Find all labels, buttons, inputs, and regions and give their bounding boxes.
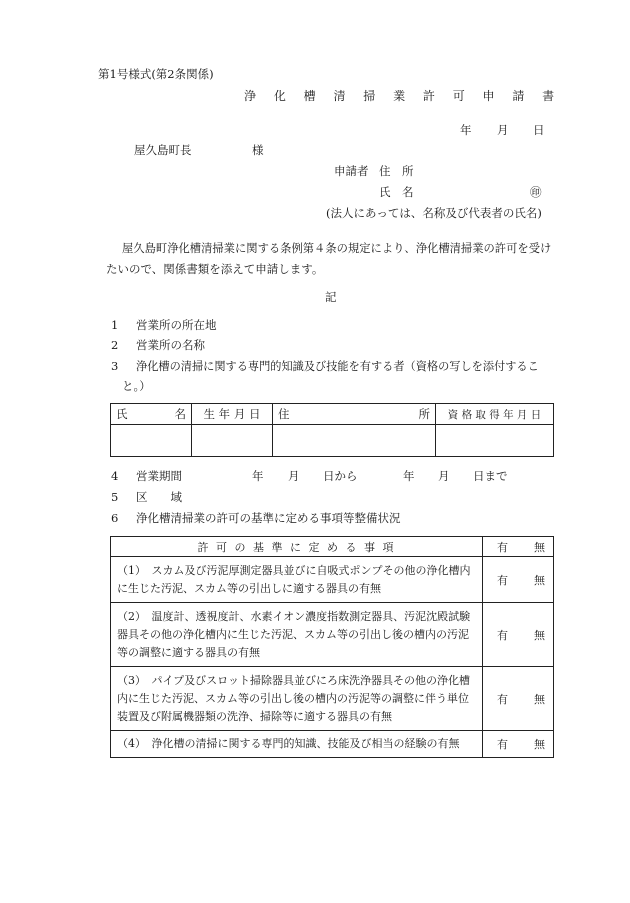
addressee-honorific: 様 [252,143,264,157]
criteria-row-4-text: （4） 浄化槽の清掃に関する専門的知識、技能及び相当の経験の有無 [111,731,483,758]
date-month-label: 月 [497,123,509,137]
address-label: 住 所 [379,164,414,178]
date-year-label: 年 [460,123,472,137]
row-2-yes[interactable]: 有 [497,628,508,642]
qual-header-name-2: 名 [174,407,186,421]
criteria-row-4 [111,731,554,758]
applicant-label: 申請者 [334,164,369,178]
criteria-row-2 [111,603,554,667]
criteria-row-2-text: （2） 温度計、透視度計、水素イオン濃度指数測定器具、汚泥沈殿試験器具その他の浄化槽内に生じた汚泥、スカム等の引出し後の槽内の汚泥等の調整に適する器具の有無 [111,603,483,667]
period-to-month: 月 [438,469,450,483]
document-title: 浄 化 槽 清 掃 業 許 可 申 請 書 [244,89,562,103]
item-5-label: 区 域 [136,490,182,504]
period-from-year: 年 [252,469,264,483]
qual-header-name-1: 氏 [116,407,128,421]
criteria-row-4-marks[interactable] [483,731,554,758]
form-number: 第1号様式(第2条関係) [98,67,214,81]
row-3-no[interactable]: 無 [534,692,545,706]
item-2-number: 2 [111,338,119,352]
qual-header-acquired: 資 格 取 得 年 月 日 [436,404,554,425]
item-3-text: 浄化槽の清掃に関する専門的知識及び技能を有する者（資格の写しを添付するこ [136,360,539,373]
qual-header-address-1: 住 [278,407,290,421]
corporate-note: (法人にあっては、名称及び代表者の氏名) [326,206,542,220]
criteria-header-row [111,537,554,557]
qual-cell-address[interactable] [273,425,436,457]
criteria-row-1-text: （1） スカム及び汚泥厚測定器具並びに自吸式ポンプその他の浄化槽内に生じた汚泥、スカム等の引出しに適する器具の有無 [111,557,483,603]
criteria-header-yes-no [483,537,554,557]
item-4-number: 4 [111,469,119,483]
row-2-no[interactable]: 無 [534,628,545,642]
date-day-label: 日 [533,123,545,137]
row-1-no[interactable]: 無 [534,573,545,587]
seal-mark: ㊞ [530,185,542,199]
addressee-name: 屋久島町長 [134,143,192,157]
criteria-row-1-marks[interactable] [483,557,554,603]
body-line-2: たいので、関係書類を添えて申請します。 [106,262,324,276]
item-4-label: 営業期間 [136,469,182,483]
qual-cell-name[interactable] [111,425,192,457]
criteria-row-1 [111,557,554,603]
item-1-number: 1 [111,318,119,332]
criteria-row-3 [111,667,554,731]
ki-heading: 記 [325,290,337,304]
item-3-number: 3 [111,359,119,373]
qual-cell-birthdate[interactable] [192,425,273,457]
qual-cell-acquired[interactable] [436,425,554,457]
qualification-table [110,403,554,457]
header-yes: 有 [497,540,508,554]
period-to-year: 年 [403,469,415,483]
criteria-header: 許 可 の 基 準 に 定 め る 事 項 [111,537,483,557]
item-6-number: 6 [111,511,119,525]
period-from-day: 日から [323,469,358,483]
row-4-yes[interactable]: 有 [497,738,508,751]
qual-header-address-2: 所 [418,407,430,421]
name-label: 氏 名 [379,185,414,199]
criteria-row-2-marks[interactable] [483,603,554,667]
row-1-yes[interactable]: 有 [497,573,508,587]
item-2-text: 営業所の名称 [136,338,205,352]
qualification-header-row [111,404,554,425]
item-3-text-cont: と。） [122,379,151,393]
criteria-row-3-text: （3） パイプ及びスロット掃除器具並びにろ床洗浄器具その他の浄化槽内に生じた汚泥、スカム等の引出し後の槽内の汚泥等の調整に伴う単位装置及び附属機器類の洗浄、掃除等に適する器具の有無 [111,667,483,731]
item-5-number: 5 [111,490,119,504]
qual-header-address [273,404,436,425]
item-6-label: 浄化槽清掃業の許可の基準に定める事項等整備状況 [136,511,401,525]
row-3-yes[interactable]: 有 [497,692,508,706]
item-1-text: 営業所の所在地 [136,318,217,332]
qualification-entry-row [111,425,554,457]
criteria-row-3-marks[interactable] [483,667,554,731]
qual-header-birthdate: 生 年 月 日 [192,404,273,425]
criteria-table [110,536,554,758]
row-4-no[interactable]: 無 [534,738,545,751]
period-from-month: 月 [288,469,300,483]
body-line-1: 屋久島町浄化槽清掃業に関する条例第４条の規定により、浄化槽清掃業の許可を受け [122,242,552,255]
qual-header-name [111,404,192,425]
header-no: 無 [534,540,545,554]
period-to-day: 日まで [473,469,508,483]
